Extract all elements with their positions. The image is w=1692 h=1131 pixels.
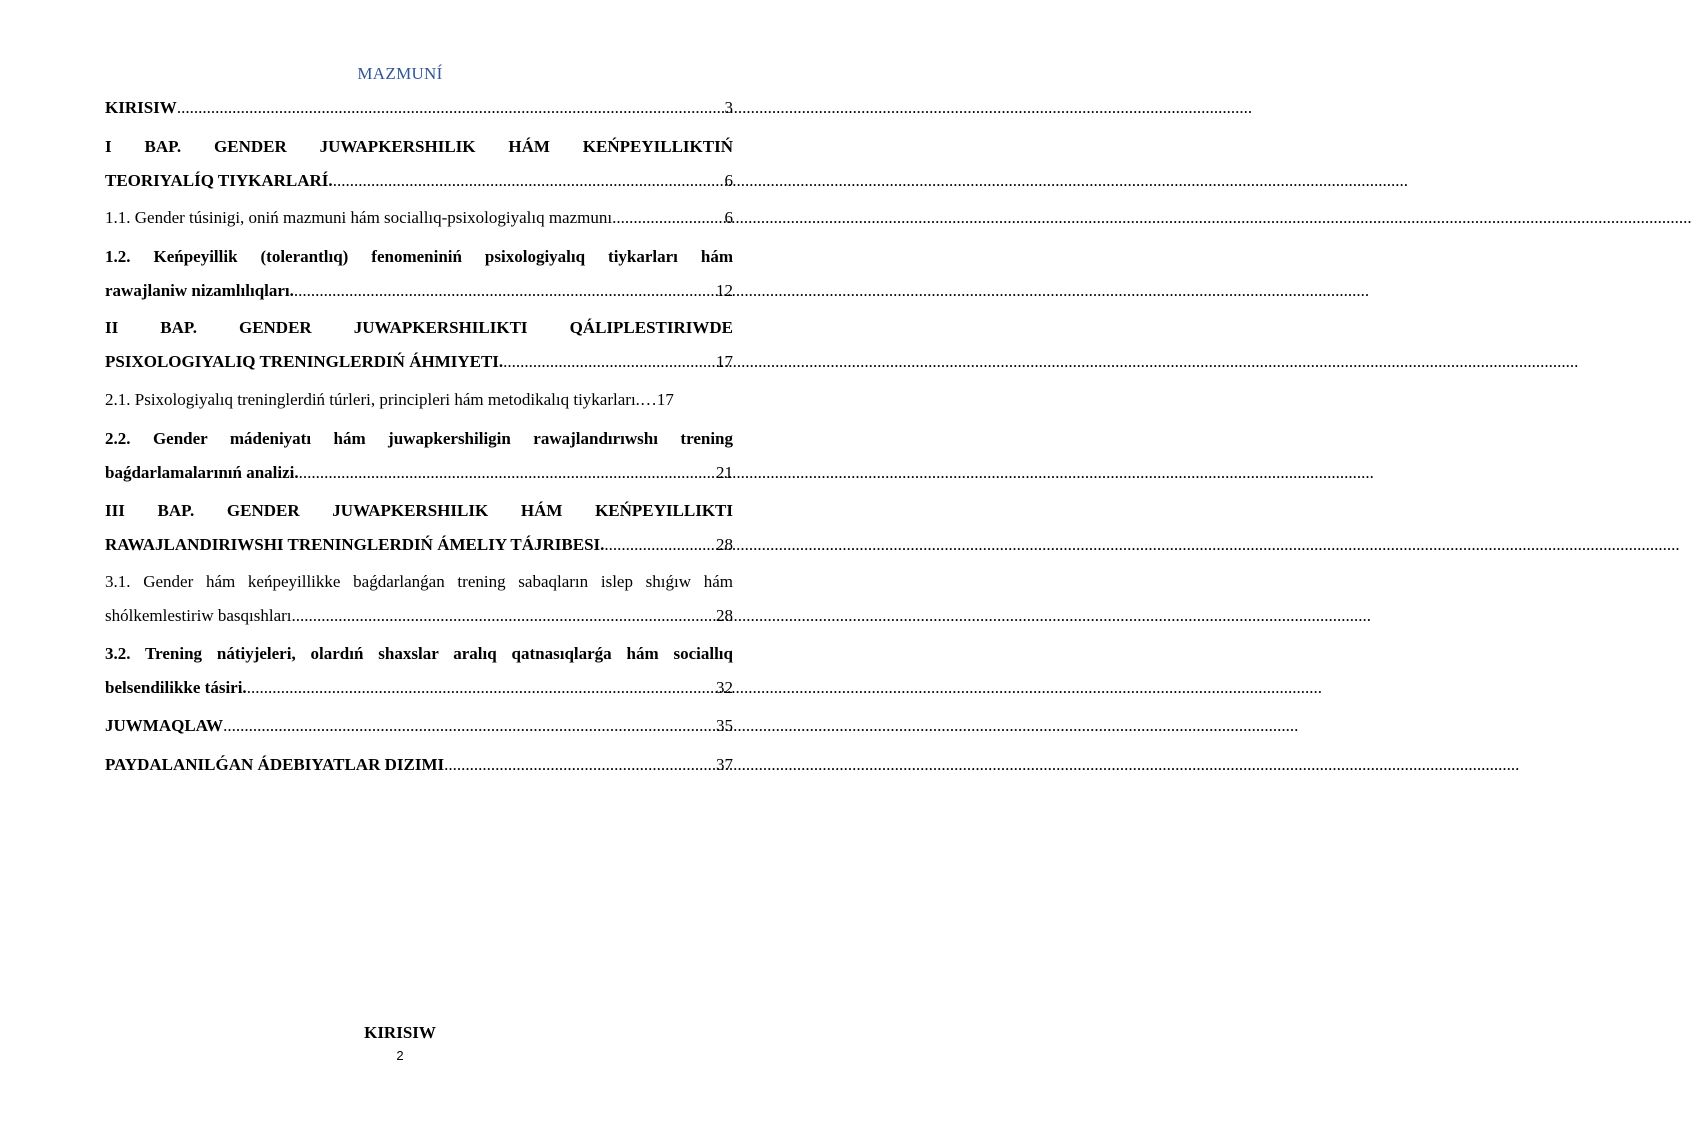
toc-dot-leader bbox=[177, 92, 725, 124]
toc-dot-leader bbox=[333, 165, 725, 197]
toc-entry-1-1[interactable] bbox=[105, 202, 733, 234]
toc-dot-leader bbox=[616, 202, 724, 234]
toc-entry-bibliography[interactable] bbox=[105, 749, 733, 781]
toc-entry-line1: II BAP. GENDER JUWAPKERSHILIKTI QÁLIPLESTIRIWDE bbox=[105, 318, 733, 337]
toc-entry-text: rawajlaniw nizamlılıqları. bbox=[105, 281, 294, 300]
toc-entry-text: PAYDALANILǴAN ÁDEBIYATLAR DIZIMI bbox=[105, 755, 445, 774]
toc-entry-line1: 3.1. Gender hám keńpeyillikke baǵdarlanǵan trening sabaqların islep shıǵıw hám bbox=[105, 572, 733, 591]
page-number: 2 bbox=[396, 1048, 404, 1063]
toc-entry-text: RAWAJLANDIRIWSHI TRENINGLERDIŃ ÁMELIY TÁJRIBESI. bbox=[105, 535, 605, 554]
toc-entry-juwmaqlaw[interactable] bbox=[105, 710, 733, 742]
toc-entry-chapter-1[interactable] bbox=[105, 131, 733, 197]
toc-dot-leader bbox=[296, 600, 716, 632]
toc-entry-text: baǵdarlamalarınıń analizi. bbox=[105, 463, 299, 482]
toc-entry-line1: I BAP. GENDER JUWAPKERSHILIK HÁM KEŃPEYILLIKTIŃ bbox=[105, 137, 733, 156]
toc-page-number: 12 bbox=[716, 281, 733, 300]
toc-page-number: 17 bbox=[716, 352, 733, 371]
toc-page-number: 6 bbox=[724, 171, 733, 190]
toc-entry-text: 1.1. Gender túsinigi, oniń mazmuni hám sociallıq-psixologiyalıq mazmunı. bbox=[105, 208, 617, 227]
toc-entry-text: JUWMAQLAW bbox=[105, 716, 224, 735]
toc-entry-chapter-2[interactable] bbox=[105, 312, 733, 378]
toc-entry-line1: 2.2. Gender mádeniyatı hám juwapkershiligin rawajlandırıwshı trening bbox=[105, 429, 733, 448]
toc-entry-line1: 1.2. Keńpeyillik (tolerantlıq) fenomeniniń psixologiyalıq tiykarları hám bbox=[105, 247, 733, 266]
toc-page-number: 32 bbox=[716, 678, 733, 697]
toc-page-number: 28 bbox=[716, 535, 733, 554]
toc-entry-text: belsendilikke tásiri. bbox=[105, 678, 247, 697]
toc-page-number: 3 bbox=[724, 98, 733, 117]
toc-entry-3-1[interactable] bbox=[105, 566, 733, 632]
toc-page-number: 28 bbox=[716, 606, 733, 625]
toc-entry-text: 2.1. Psixologiyalıq treninglerdiń túrleri, principleri hám metodikalıq tiykarları.… bbox=[105, 390, 657, 409]
toc-entry-text: KIRISIW bbox=[105, 98, 177, 117]
toc-entry-text: shólkemlestiriw basqıshları. bbox=[105, 606, 296, 625]
document-page bbox=[0, 0, 800, 1131]
toc-dot-leader bbox=[223, 710, 716, 742]
toc-page-number: 17 bbox=[656, 390, 674, 409]
toc-dot-leader bbox=[299, 457, 716, 489]
toc-entry-text: PSIXOLOGIYALIQ TRENINGLERDIŃ ÁHMIYETI. bbox=[105, 352, 504, 371]
toc-dot-leader bbox=[604, 529, 716, 561]
toc-entry-line1: III BAP. GENDER JUWAPKERSHILIK HÁM KEŃPEYILLIKTI bbox=[105, 501, 733, 520]
toc-entry-2-2[interactable] bbox=[105, 423, 733, 489]
toc-page-number: 21 bbox=[716, 463, 733, 482]
toc-dot-leader bbox=[503, 346, 716, 378]
toc-entry-chapter-3[interactable] bbox=[105, 495, 733, 561]
toc-entry-1-2[interactable] bbox=[105, 241, 733, 307]
toc-page-number: 35 bbox=[716, 716, 733, 735]
toc-entry-kirisiw[interactable] bbox=[105, 92, 733, 124]
toc-page-number: 37 bbox=[716, 755, 733, 774]
toc-entry-line1: 3.2. Trening nátiyjeleri, olardıń shaxslar aralıq qatnasıqlarǵa hám sociallıq bbox=[105, 644, 733, 663]
toc-entry-3-2[interactable] bbox=[105, 638, 733, 704]
toc-title: MAZMUNÍ bbox=[357, 64, 443, 83]
toc-entry-text: TEORIYALÍQ TIYKARLARÍ. bbox=[105, 171, 333, 190]
toc-page-number: 6 bbox=[724, 208, 733, 227]
toc-entry-2-1[interactable] bbox=[105, 384, 733, 416]
toc-dot-leader bbox=[294, 275, 716, 307]
toc-dot-leader bbox=[247, 672, 716, 704]
next-section-heading: KIRISIW bbox=[364, 1023, 436, 1042]
toc-dot-leader bbox=[444, 749, 716, 781]
